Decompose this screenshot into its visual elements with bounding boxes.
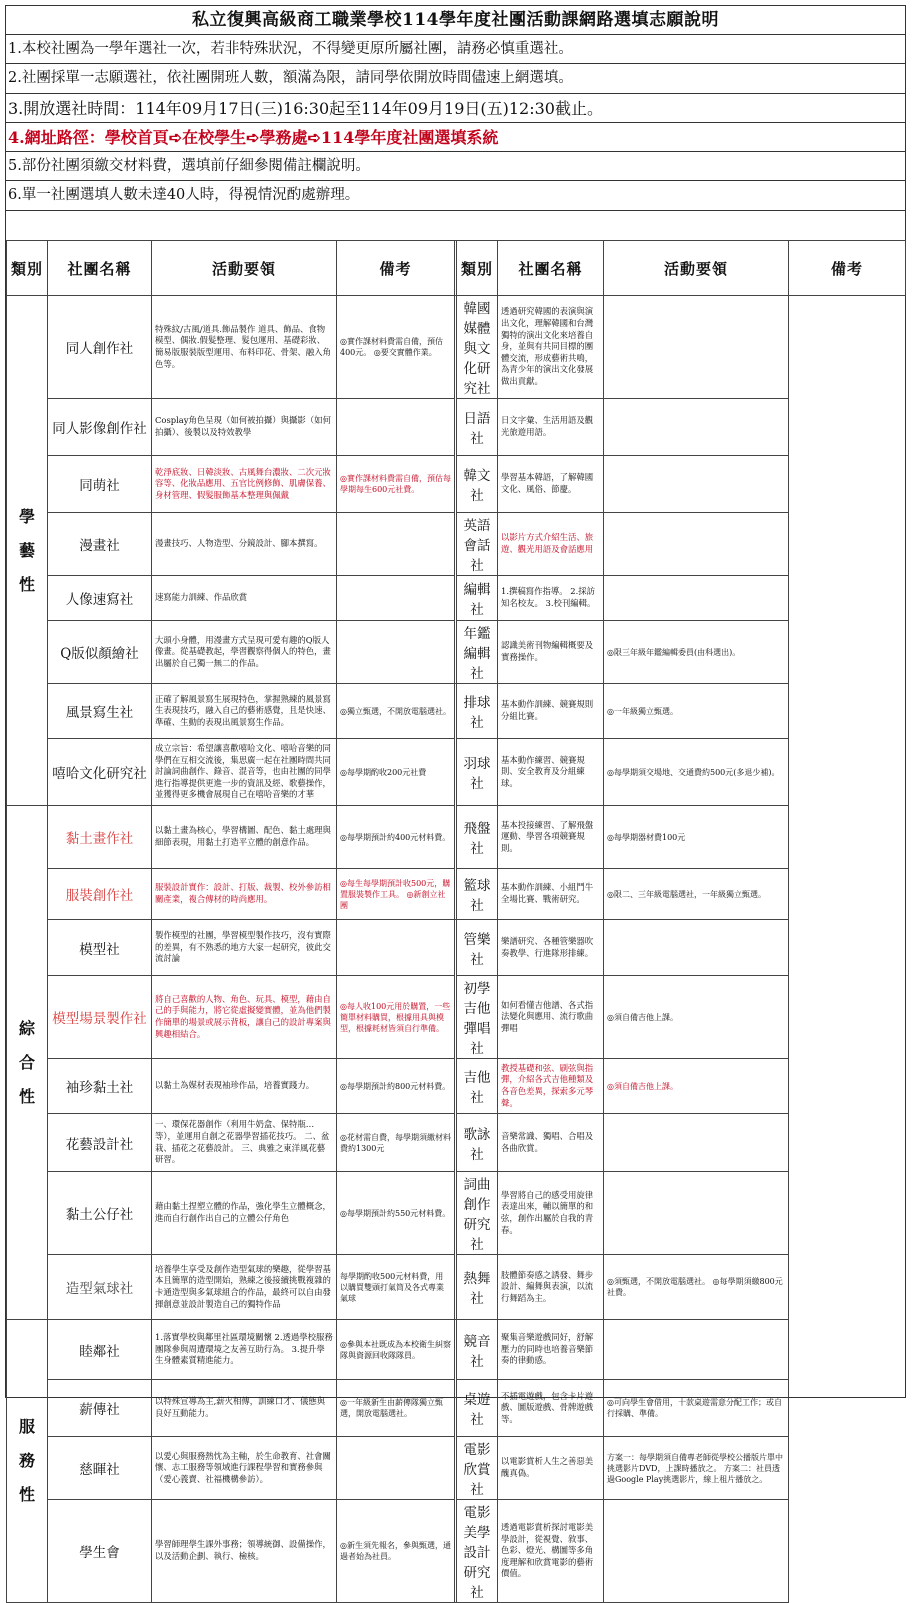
club-remark: 方案一：每學期須自備專老師從學校公播版片單中挑選影片DVD，上課時播放之。 方案二：社員透過Google Play挑選影片，線上租片播放之。	[604, 1437, 789, 1500]
club-remark: ◎須甄選，不開放電腦選社。 ◎每學期須繳800元社費。	[604, 1255, 789, 1320]
club-activity: 如何看懂吉他譜、各式指法變化與應用、流行歌曲彈唱	[498, 976, 604, 1059]
club-activity: 樂譜研究、各種管樂器吹奏教學、行進隊形排練。	[498, 920, 604, 976]
club-remark: ◎須自備吉他上課。	[604, 1059, 789, 1114]
club-remark: ◎須自備吉他上課。	[604, 976, 789, 1059]
club-activity: 正確了解風景寫生展現特色，掌握熟練的風景寫生表現技巧，融入自己的藝術感覺，且是快速、準確、生動的表現出風景寫生作品。	[152, 684, 337, 739]
club-remark: ◎花材需自費，每學期須繳材料費約1300元	[337, 1114, 455, 1172]
club-name: 電影美學設計研究社	[457, 1500, 498, 1603]
note-6: 6.單一社團選填人數未達40人時，得視情況酌處辦理。	[6, 181, 905, 210]
table-row	[7, 1114, 906, 1172]
club-activity: 乾淨底妝、日韓淡妝、古風舞台濃妝、二次元妝容等、化妝品應用、五官比例修飾、肌膚保養、身材管理、假髮服飾基本整理與佩戴	[152, 456, 337, 513]
club-remark	[337, 920, 455, 976]
club-name: 風景寫生社	[48, 684, 152, 739]
club-name: Q版似顏繪社	[48, 621, 152, 684]
club-name: 排球社	[457, 684, 498, 739]
club-table	[6, 240, 906, 1603]
category-label: 綜 合 性	[18, 1018, 35, 1106]
club-remark	[337, 513, 455, 576]
club-activity: 學習基本韓語，了解韓國文化、風俗、節慶。	[498, 456, 604, 513]
table-row	[7, 621, 906, 684]
club-remark: ◎限三年級年鑑編輯委員(由科選出)。	[604, 621, 789, 684]
club-name: 嘻哈文化研究社	[48, 739, 152, 806]
club-remark: ◎每學期器材費100元	[604, 806, 789, 869]
club-activity: 透過電影賞析探討電影美學設計，從視覺、敘事、色彩、燈光、構圖等多角度理解和欣賞電影的藝術價值。	[498, 1500, 604, 1603]
club-remark	[604, 1172, 789, 1255]
club-remark: ◎新生須先報名，參與甄選，通過者始為社員。	[337, 1500, 455, 1603]
club-name: 慈暉社	[48, 1437, 152, 1500]
header-category-left: 類別	[7, 241, 48, 296]
club-name: 韓國媒體與文化研究社	[457, 296, 498, 399]
club-activity: 服裝設計實作：設計、打版、裁製、校外參訪相關產業，複合傳材的時尚應用。	[152, 869, 337, 920]
club-name: 袖珍黏土社	[48, 1059, 152, 1114]
header-remark-left: 備考	[337, 241, 455, 296]
club-name: 日語社	[457, 399, 498, 456]
club-activity: 學習師理學生課外事務；領導統御、設備操作，以及活動企劃、執行、檢核。	[152, 1500, 337, 1603]
club-activity: 培養學生享受及創作造型氣球的樂趣，從學習基本且簡單的造型開始，熟練之後接續挑戰複雜的卡通造型與多氣球組合的作品，最終可以自由發揮創意並設計製造自己的獨特作品	[152, 1255, 337, 1320]
club-remark	[604, 920, 789, 976]
club-name: 服裝創作社	[48, 869, 152, 920]
club-activity: 基本動作訓練、競賽規則分組比賽。	[498, 684, 604, 739]
note-5: 5.部份社團須繳交材料費，選填前仔細參閱備註欄說明。	[6, 152, 905, 181]
club-activity: 以影片方式介紹生活、旅遊、觀光用語及會話應用	[498, 513, 604, 576]
club-remark: ◎每人收100元用於購置，一些簡單材料購買，根據用具與模型，根據耗材皆須自行準備。	[337, 976, 455, 1059]
club-activity: 製作模型的社團，學習模型製作技巧，沒有實際的差異，有不熟悉的地方大家一起研究，彼此交流討論	[152, 920, 337, 976]
category-label: 學 藝 性	[18, 506, 35, 594]
club-name: 黏土畫作社	[48, 806, 152, 869]
club-name: 同人影像創作社	[48, 399, 152, 456]
club-name: 競音社	[457, 1320, 498, 1380]
club-remark: ◎獨立甄選，不開放電腦選社。	[337, 684, 455, 739]
document-page	[5, 5, 906, 1601]
table-row	[7, 399, 906, 456]
table-row	[7, 869, 906, 920]
club-remark: ◎實作課材料費需自備，預估每學期每生600元社費。	[337, 456, 455, 513]
club-name: 羽球社	[457, 739, 498, 806]
club-activity: 認識美術刊物編輯概要及實務操作。	[498, 621, 604, 684]
note-3: 3.開放選社時間：114年09月17日(三)16:30起至114年09月19日(五)12:30截止。	[6, 94, 905, 123]
club-remark: ◎限二、三年級電腦選社，一年級獨立甄選。	[604, 869, 789, 920]
club-activity: 基本投接練習、了解飛盤運動、學習各項競賽規則。	[498, 806, 604, 869]
club-name: 桌遊社	[457, 1380, 498, 1437]
club-activity: 教授基礎和弦、刷弦與指彈，介紹各式吉他種類及各音色差異，探索多元琴聲。	[498, 1059, 604, 1114]
club-name: 吉他社	[457, 1059, 498, 1114]
club-remark: ◎參與本社既成為本校衛生糾察隊與資源回收隊隊員。	[337, 1320, 455, 1380]
club-activity: 基本動作練習、競賽規則、安全教育及分組練球。	[498, 739, 604, 806]
club-remark: ◎可向學生會借用，十款桌遊需意分配工作；或自行採購、準備。	[604, 1380, 789, 1437]
club-name: 薪傳社	[48, 1380, 152, 1437]
club-remark	[604, 576, 789, 621]
club-activity: 以愛心與服務熱忱為主軸，於生命教育、社會關懷、志工服務等領域進行課程學習和實務參與（愛心義賣、社福機構參訪）。	[152, 1437, 337, 1500]
club-activity: 1.落實學校與鄰里社區環境關懷 2.透過學校服務團隊參與周遭環境之友善互助行為。 3.提升學生身體素質精進能力。	[152, 1320, 337, 1380]
club-activity: 以黏土畫為核心，學習構圖、配色、黏土處理與細節表現，用黏土打造平立體的創意作品。	[152, 806, 337, 869]
table-row	[7, 739, 906, 806]
page-title: 私立復興高級商工職業學校114學年度社團活動課網路選填志願說明	[6, 6, 905, 35]
club-name: 年鑑編輯社	[457, 621, 498, 684]
club-name: 人像速寫社	[48, 576, 152, 621]
category-general	[7, 806, 48, 1320]
club-remark	[337, 1437, 455, 1500]
table-row	[7, 976, 906, 1059]
table-row	[7, 296, 906, 399]
table-row	[7, 1172, 906, 1255]
club-remark	[604, 296, 789, 399]
club-activity: 肢體節奏感之誘發、舞步設計、編舞與表演，以流行舞蹈為主。	[498, 1255, 604, 1320]
club-remark: 每學期酌收500元材料費，用以購買雙頭打氣筒及各式專業氣球	[337, 1255, 455, 1320]
category-art	[7, 296, 48, 806]
club-activity: 音樂常識、獨唱、合唱及各曲欣賞。	[498, 1114, 604, 1172]
header-remark-right: 備考	[789, 241, 906, 296]
club-name: 熱舞社	[457, 1255, 498, 1320]
club-name: 電影欣賞社	[457, 1437, 498, 1500]
club-activity: 以特殊宣導為主,薪火相傳，訓練口才、儀態與良好互動能力。	[152, 1380, 337, 1437]
club-name: 同人創作社	[48, 296, 152, 399]
club-name: 漫畫社	[48, 513, 152, 576]
table-row	[7, 456, 906, 513]
club-name: 黏土公仔社	[48, 1172, 152, 1255]
club-activity: Cosplay角色呈現（如何被拍攝）與攝影（如何拍攝）、後製以及特效教學	[152, 399, 337, 456]
club-activity: 藉由黏土捏塑立體的作品，強化學生立體概念，進而自行創作出自己的立體公仔角色	[152, 1172, 337, 1255]
club-activity: 速寫能力訓練、作品欣賞	[152, 576, 337, 621]
club-activity: 大頭小身體，用漫畫方式呈現可愛有趣的Q版人像畫。從基礎教起，學習觀察得個人的特色，畫出屬於自己獨一無二的作品。	[152, 621, 337, 684]
club-name: 模型場景製作社	[48, 976, 152, 1059]
category-service	[7, 1320, 48, 1603]
table-row	[7, 513, 906, 576]
club-name: 編輯社	[457, 576, 498, 621]
note-4-url-path: 4.網址路徑：學校首頁➪在校學生➪學務處➪114學年度社團選填系統	[6, 123, 905, 152]
club-remark	[604, 513, 789, 576]
club-name: 同萌社	[48, 456, 152, 513]
club-name: 睦鄰社	[48, 1320, 152, 1380]
club-remark: ◎一年級新生由薪傳隊獨立甄選，開放電腦選社。	[337, 1380, 455, 1437]
club-remark: ◎每學期預計約800元材料費。	[337, 1059, 455, 1114]
table-row	[7, 1437, 906, 1500]
club-name: 管樂社	[457, 920, 498, 976]
header-name-left: 社團名稱	[48, 241, 152, 296]
club-remark	[337, 576, 455, 621]
club-activity: 特殊紋/古風/道具.飾品製作 道具、飾品、食物模型、偶妝.假髮整理、髮包運用、基礎彩妝、簡易版服裝版型運用、布料印花、骨架、融入角色等。	[152, 296, 337, 399]
club-name: 初學吉他彈唱社	[457, 976, 498, 1059]
club-name: 籃球社	[457, 869, 498, 920]
header-category-right: 類別	[457, 241, 498, 296]
note-1: 1.本校社團為一學年選社一次，若非特殊狀況，不得變更原所屬社團，請務必慎重選社。	[6, 35, 905, 64]
club-remark: ◎一年級獨立甄選。	[604, 684, 789, 739]
club-remark: ◎每學期預計約550元材料費。	[337, 1172, 455, 1255]
club-name: 歌詠社	[457, 1114, 498, 1172]
club-name: 詞曲創作研究社	[457, 1172, 498, 1255]
club-activity: 透過研究韓國的表演與演出文化，理解韓國和台灣獨特的演出文化來培養自身，並與有共同目標的團體交流，形成藝術共鳴，為青少年的演出文化發展做出貢獻。	[498, 296, 604, 399]
header-activity-right: 活動要領	[604, 241, 789, 296]
club-activity: 學習將自己的感受用旋律表達出來，輔以簡單的和弦，創作出屬於自我的青春。	[498, 1172, 604, 1255]
club-remark	[337, 621, 455, 684]
club-name: 英語會話社	[457, 513, 498, 576]
club-name: 學生會	[48, 1500, 152, 1603]
club-activity: 成立宗旨：希望讓喜歡嘻哈文化、嘻哈音樂的同學們在互相交流後，集思廣一起在社團時間共同討論詞曲創作、錄音、混音等，也由社團的同學進行指導提供更進一步的資訊及經、歌藝操作，並獲得更多機會展現自己在嘻哈音樂的才華	[152, 739, 337, 806]
club-activity: 一、環保花器創作（利用牛奶盒、保特瓶…等），並運用自創之花器學習插花技巧。 二、盆栽、插花之花藝設計。 三、典雅之東洋風花藝研習。	[152, 1114, 337, 1172]
table-row	[7, 806, 906, 869]
club-remark: ◎每學期酌收200元社費	[337, 739, 455, 806]
club-activity: 以黏土為媒材表現袖珍作品，培養實踐力。	[152, 1059, 337, 1114]
club-activity: 不插電遊戲，包含卡片遊戲、圖版遊戲、骨牌遊戲等。	[498, 1380, 604, 1437]
table-row	[7, 1380, 906, 1437]
table-row	[7, 1059, 906, 1114]
table-row	[7, 1500, 906, 1603]
table-row	[7, 684, 906, 739]
table-row	[7, 1255, 906, 1320]
club-remark: ◎每生每學期預計收500元，購置服裝製作工具。 ◎新創立社團	[337, 869, 455, 920]
club-remark	[604, 1320, 789, 1380]
club-name: 造型氣球社	[48, 1255, 152, 1320]
header-activity-left: 活動要領	[152, 241, 337, 296]
club-activity: 1.撰稿寫作指導。 2.採訪知名校友。 3.校刊編輯。	[498, 576, 604, 621]
club-activity: 以電影賞析人生之善惡美醜真偽。	[498, 1437, 604, 1500]
club-activity: 將自己喜歡的人物、角色、玩具、模型，藉由自己的手與能力，將它從虛擬變實體，並為他們製作簡單的場景或展示背板，讓自己的設計專案與興趣相結合。	[152, 976, 337, 1059]
club-activity: 漫畫技巧、人物造型、分鏡設計、腳本撰寫。	[152, 513, 337, 576]
club-remark	[604, 1114, 789, 1172]
club-activity: 基本動作訓練、小組鬥牛全場比賽、戰術研究。	[498, 869, 604, 920]
club-remark	[604, 399, 789, 456]
table-row	[7, 1320, 906, 1380]
table-row	[7, 920, 906, 976]
club-remark	[337, 399, 455, 456]
note-2: 2.社團採單一志願選社，依社團開班人數，額滿為限，請同學依開放時間儘速上網選填。	[6, 64, 905, 93]
club-remark: ◎每學期預計約400元材料費。	[337, 806, 455, 869]
club-activity: 日文字彙、生活用語及觀光旅遊用語。	[498, 399, 604, 456]
club-name: 飛盤社	[457, 806, 498, 869]
club-name: 模型社	[48, 920, 152, 976]
category-label: 服 務 性	[18, 1417, 35, 1504]
club-remark: ◎每學期須交場地、交通費約500元(多退少補)。	[604, 739, 789, 806]
club-name: 花藝設計社	[48, 1114, 152, 1172]
club-remark	[604, 456, 789, 513]
header-name-right: 社團名稱	[498, 241, 604, 296]
club-remark	[604, 1500, 789, 1603]
table-row	[7, 576, 906, 621]
header-row	[7, 241, 906, 296]
club-remark: ◎實作課材料費需自備，預估400元。 ◎要交實體作業。	[337, 296, 455, 399]
club-activity: 聚集音樂遊戲同好，舒解壓力的同時也培養音樂節奏的律動感。	[498, 1320, 604, 1380]
club-name: 韓文社	[457, 456, 498, 513]
